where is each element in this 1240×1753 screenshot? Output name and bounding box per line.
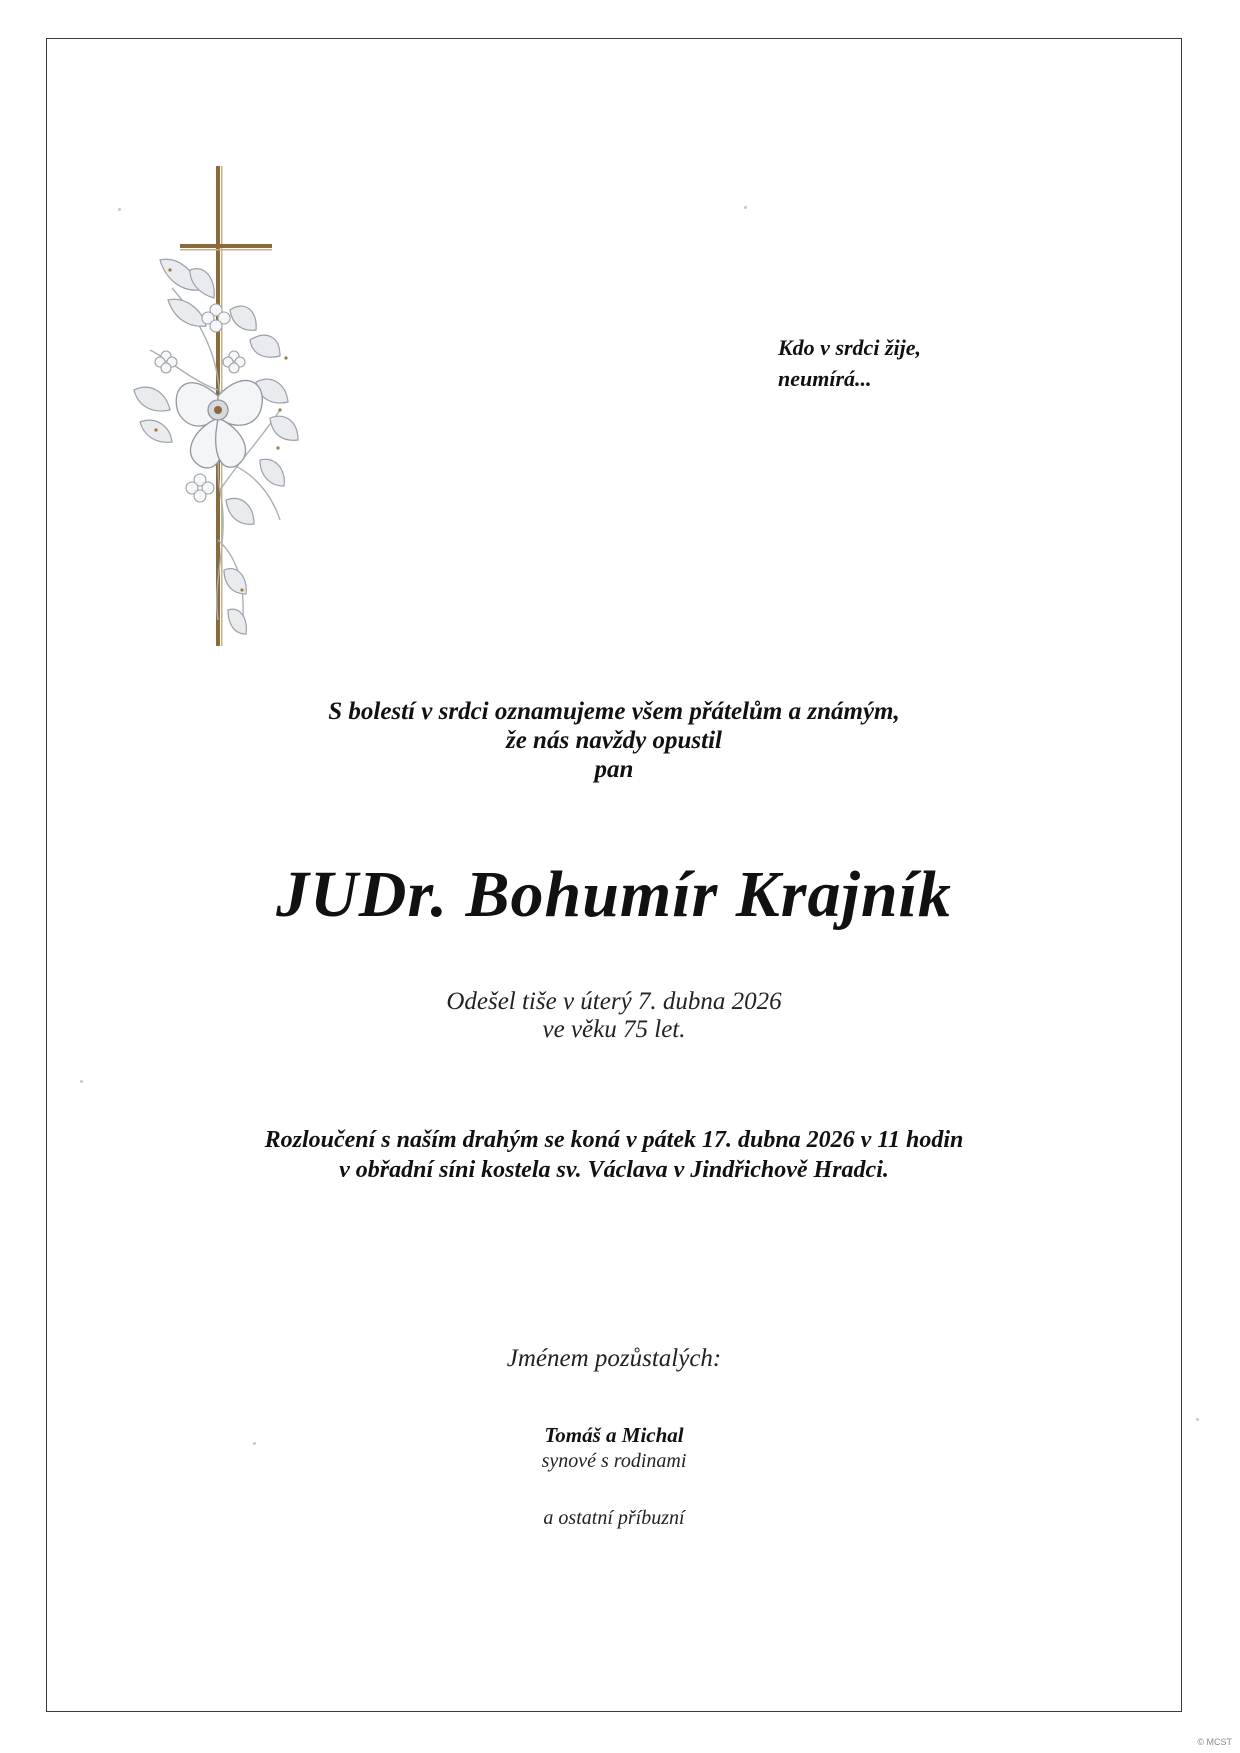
- mourner-names: Tomáš a Michal: [544, 1423, 684, 1447]
- paper-speck: [118, 208, 121, 211]
- watermark: © MCST: [1197, 1737, 1232, 1747]
- motto-line: neumírá...: [778, 366, 872, 391]
- paper-speck: [1196, 1418, 1199, 1421]
- intro-line: že nás navždy opustil: [505, 727, 722, 754]
- farewell-line: Rozloučení s naším drahým se koná v pátek 17. dubna 2026 v 11 hodin: [264, 1127, 964, 1153]
- passing-line: Odešel tiše v úterý 7. dubna 2026: [446, 988, 782, 1015]
- mourner-relation: synové s rodinami: [541, 1450, 687, 1472]
- paper-speck: [80, 1080, 83, 1083]
- passing-details: [46, 988, 1182, 1044]
- announcement-intro: [46, 697, 1182, 784]
- motto-line: Kdo v srdci žije,: [778, 335, 921, 360]
- intro-line: S bolestí v srdci oznamujeme všem přátelům a známým,: [328, 698, 900, 725]
- on-behalf-label: Jménem pozůstalých:: [506, 1345, 722, 1372]
- farewell-details: [46, 1125, 1182, 1185]
- cross-with-flowers-icon: [130, 160, 340, 650]
- motto: [778, 332, 921, 394]
- other-relatives: a ostatní příbuzní: [543, 1507, 685, 1529]
- paper-speck: [744, 206, 747, 209]
- deceased-name: JUDr. Bohumír Krajník: [276, 858, 952, 931]
- farewell-line: v obřadní síni kostela sv. Václava v Jindřichově Hradci.: [339, 1157, 889, 1183]
- intro-line: pan: [594, 756, 634, 783]
- passing-line: ve věku 75 let.: [542, 1016, 686, 1043]
